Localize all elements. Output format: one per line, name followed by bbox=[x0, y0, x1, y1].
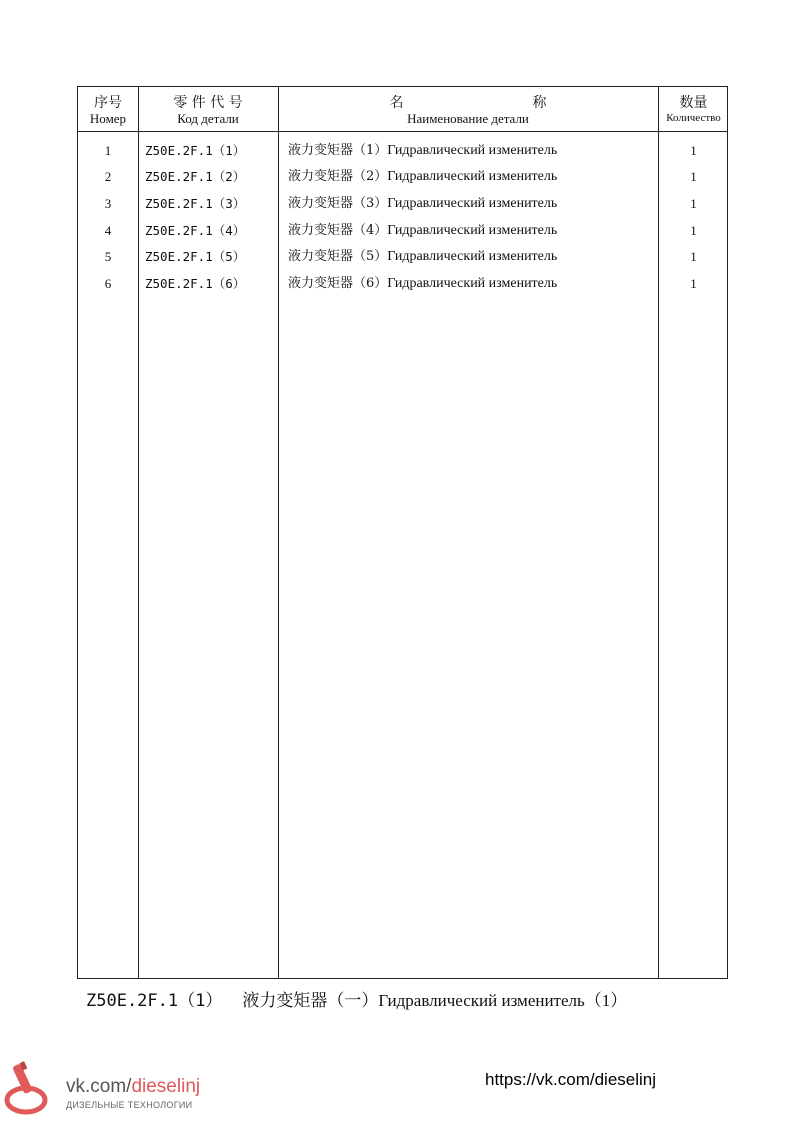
row-name-zh: 液力变矩器（2） bbox=[288, 169, 388, 184]
row-name-zh: 液力变矩器（6） bbox=[288, 276, 388, 291]
caption-name-ru: Гидравлический изменитель（1） bbox=[378, 991, 628, 1010]
row-name-zh: 液力变矩器（1） bbox=[288, 143, 388, 158]
row-quantity: 1 bbox=[690, 143, 697, 158]
caption-code: Z50E.2F.1（1） bbox=[86, 991, 223, 1011]
row-number: 5 bbox=[104, 249, 112, 264]
row-code: Z50E.2F.1（5） bbox=[145, 249, 246, 264]
row-name bbox=[288, 276, 648, 292]
row-quantity: 1 bbox=[690, 276, 697, 291]
table-row bbox=[78, 196, 727, 222]
row-number: 3 bbox=[104, 196, 112, 211]
row-name bbox=[288, 196, 648, 212]
row-name-ru: Гидравлический изменитель bbox=[387, 249, 558, 264]
row-code: Z50E.2F.1（1） bbox=[145, 143, 246, 158]
header-number bbox=[78, 87, 138, 131]
row-number: 4 bbox=[104, 223, 112, 238]
header-divider bbox=[78, 131, 727, 132]
vk-logo bbox=[4, 1060, 244, 1118]
row-number: 1 bbox=[104, 143, 112, 158]
row-name-zh: 液力变矩器（4） bbox=[288, 223, 388, 238]
header-name-zh-right: 称 bbox=[532, 95, 547, 111]
header-code-zh: 零 件 代 号 bbox=[173, 95, 243, 111]
table-row bbox=[78, 223, 727, 249]
row-quantity: 1 bbox=[690, 223, 697, 238]
caption-name-zh: 液力变矩器（一） bbox=[242, 991, 379, 1011]
table-row bbox=[78, 249, 727, 275]
header-name bbox=[278, 87, 658, 131]
row-number: 2 bbox=[104, 169, 112, 184]
row-name bbox=[288, 223, 648, 239]
row-name-ru: Гидравлический изменитель bbox=[387, 196, 558, 211]
header-quantity bbox=[658, 87, 729, 131]
header-name-zh-left: 名 bbox=[389, 95, 404, 111]
logo-prefix: vk.com/ bbox=[66, 1076, 132, 1097]
header-quantity-zh: 数量 bbox=[679, 95, 708, 111]
row-quantity: 1 bbox=[690, 196, 697, 211]
row-name-ru: Гидравлический изменитель bbox=[387, 169, 558, 184]
row-name bbox=[288, 169, 648, 185]
row-name bbox=[288, 249, 648, 265]
row-name bbox=[288, 143, 648, 159]
source-url[interactable]: https://vk.com/dieselinj bbox=[485, 1070, 657, 1089]
header-number-ru: Номер bbox=[89, 111, 127, 126]
logo-subtitle: ДИЗЕЛЬНЫЕ ТЕХНОЛОГИИ bbox=[66, 1100, 193, 1110]
parts-table bbox=[77, 86, 728, 979]
table-row bbox=[78, 276, 727, 302]
header-number-zh: 序号 bbox=[94, 95, 122, 111]
header-name-ru: Наименование детали bbox=[407, 111, 529, 126]
row-quantity: 1 bbox=[690, 169, 697, 184]
table-row bbox=[78, 143, 727, 169]
row-name-ru: Гидравлический изменитель bbox=[387, 143, 558, 158]
row-code: Z50E.2F.1（6） bbox=[145, 276, 246, 291]
row-name-ru: Гидравлический изменитель bbox=[387, 276, 558, 291]
header-code bbox=[138, 87, 278, 131]
header-quantity-ru: Количество bbox=[666, 112, 721, 124]
row-name-ru: Гидравлический изменитель bbox=[387, 223, 558, 238]
row-code: Z50E.2F.1（3） bbox=[145, 196, 246, 211]
row-code: Z50E.2F.1（2） bbox=[145, 169, 246, 184]
table-row bbox=[78, 169, 727, 195]
row-quantity: 1 bbox=[690, 249, 697, 264]
row-name-zh: 液力变矩器（5） bbox=[288, 249, 388, 264]
row-number: 6 bbox=[104, 276, 112, 291]
figure-caption bbox=[86, 986, 627, 1011]
header-code-ru: Код детали bbox=[177, 111, 239, 126]
injector-logo-icon bbox=[4, 1060, 62, 1118]
row-name-zh: 液力变矩器（3） bbox=[288, 196, 388, 211]
logo-text bbox=[66, 1076, 200, 1098]
logo-highlight: dieselinj bbox=[131, 1076, 201, 1097]
row-code: Z50E.2F.1（4） bbox=[145, 223, 246, 238]
